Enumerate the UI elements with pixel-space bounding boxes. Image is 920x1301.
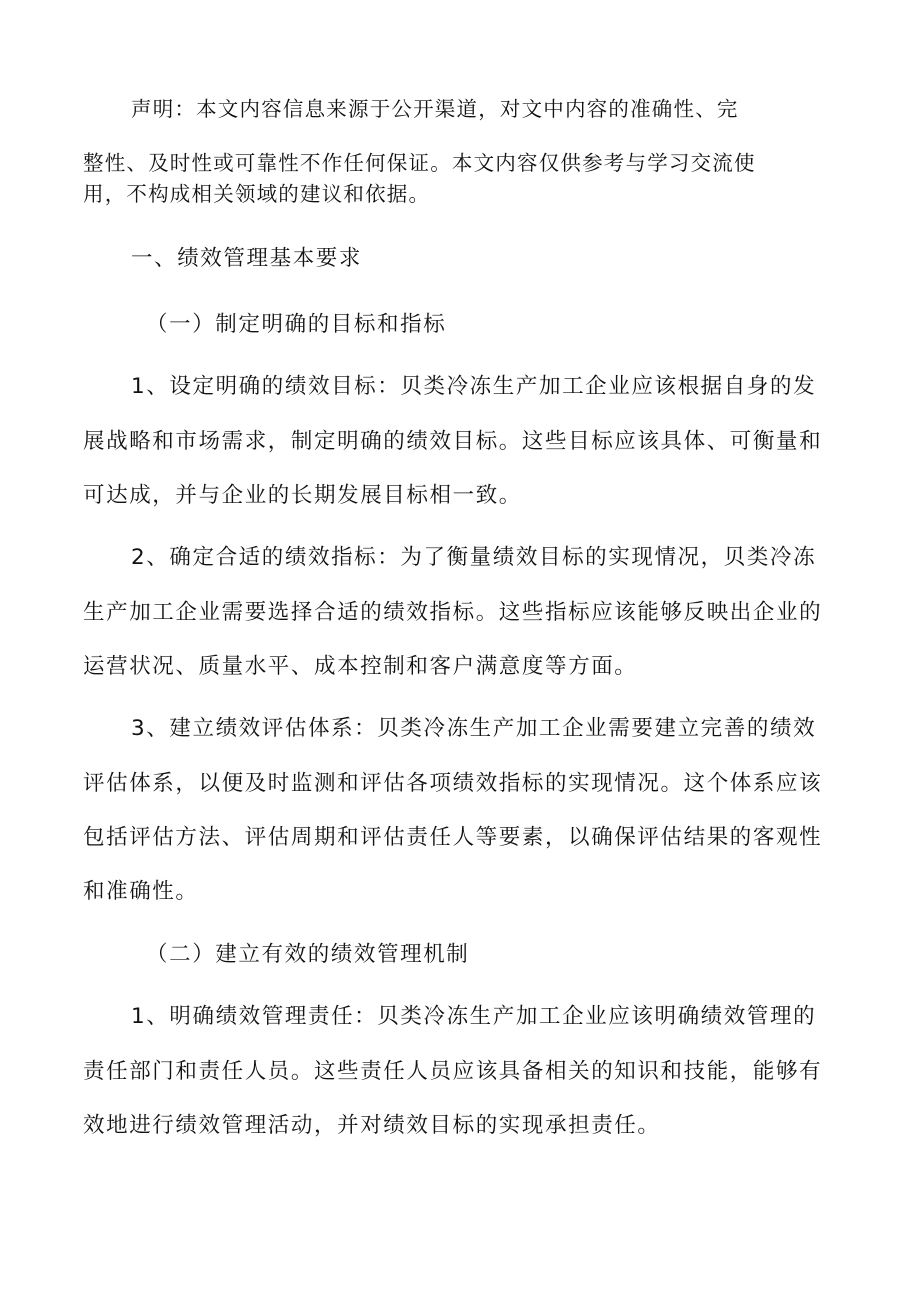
paragraph-line: 责任部门和责任人员。这些责任人员应该具备相关的知识和技能，能够有 [83, 1059, 823, 1084]
section-heading: （一）制定明确的目标和指标 [146, 312, 447, 337]
paragraph-line: 可达成，并与企业的长期发展目标相一致。 [83, 483, 522, 508]
paragraph-line: 评估体系，以便及时监测和评估各项绩效指标的实现情况。这个体系应该 [83, 771, 823, 796]
section-heading: （二）建立有效的绩效管理机制 [146, 942, 470, 967]
paragraph-line: 1、设定明确的绩效目标：贝类冷冻生产加工企业应该根据自身的发 [131, 374, 817, 399]
disclaimer-line: 声明：本文内容信息来源于公开渠道，对文中内容的准确性、完 [131, 97, 739, 121]
heading-level-1: 一、绩效管理基本要求 [131, 246, 363, 271]
disclaimer-line: 整性、及时性或可靠性不作任何保证。本文内容仅供参考与学习交流使 [83, 151, 756, 175]
paragraph-line: 运营状况、质量水平、成本控制和客户满意度等方面。 [83, 654, 638, 679]
paragraph-line: 1、明确绩效管理责任：贝类冷冻生产加工企业应该明确绩效管理的 [131, 1004, 817, 1029]
paragraph-line: 展战略和市场需求，制定明确的绩效目标。这些目标应该具体、可衡量和 [83, 429, 823, 454]
disclaimer-line: 用，不构成相关领域的建议和依据。 [83, 182, 431, 206]
paragraph-line: 生产加工企业需要选择合适的绩效指标。这些指标应该能够反映出企业的 [83, 600, 823, 625]
paragraph-line: 和准确性。 [83, 879, 199, 904]
paragraph-line: 2、确定合适的绩效指标：为了衡量绩效目标的实现情况，贝类冷冻 [131, 545, 817, 570]
paragraph-line: 包括评估方法、评估周期和评估责任人等要素，以确保评估结果的客观性 [83, 825, 823, 850]
paragraph-line: 3、建立绩效评估体系：贝类冷冻生产加工企业需要建立完善的绩效 [131, 716, 817, 741]
paragraph-line: 效地进行绩效管理活动，并对绩效目标的实现承担责任。 [83, 1113, 661, 1138]
